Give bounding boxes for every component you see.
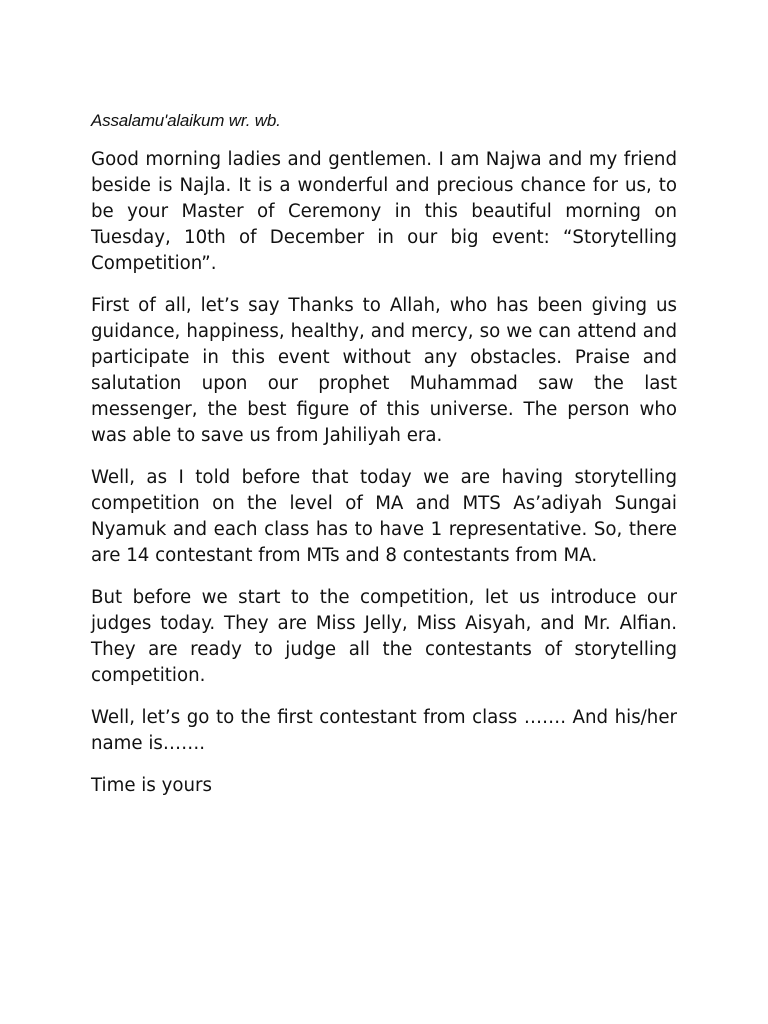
paragraph-opening: Good morning ladies and gentlemen. I am Najwa and my friend beside is Najla. It is a wonderful and precious chance for us, to be your Master of Ceremony in this beautiful morning on Tuesday, 10th of December in our big event: “Storytelling Competition”. xyxy=(91,149,677,274)
document-body xyxy=(91,109,677,815)
paragraph-closing: Time is yours xyxy=(91,775,212,796)
paragraph-competition-info: Well, as I told before that today we are having storytelling competition on the level of MA and MTS As’adiyah Sungai Nyamuk and each class has to have 1 representative. So, there are 14 contestant from MTs and 8 contestants from MA. xyxy=(91,467,677,566)
paragraph-first-contestant: Well, let’s go to the first contestant from class ……. And his/her name is……. xyxy=(91,707,677,754)
paragraph-judges: But before we start to the competition, let us introduce our judges today. They are Miss Jelly, Miss Aisyah, and Mr. Alfian. They are ready to judge all the contestants of storytelling competition. xyxy=(91,587,677,686)
paragraph-thanks: First of all, let’s say Thanks to Allah, who has been giving us guidance, happiness, healthy, and mercy, so we can attend and participate in this event without any obstacles. Praise and salutation upon our prophet Muhammad saw the last messenger, the best figure of this universe. The person who was able to save us from Jahiliyah era. xyxy=(91,295,677,446)
greeting-line: Assalamu'alaikum wr. wb. xyxy=(91,111,281,130)
